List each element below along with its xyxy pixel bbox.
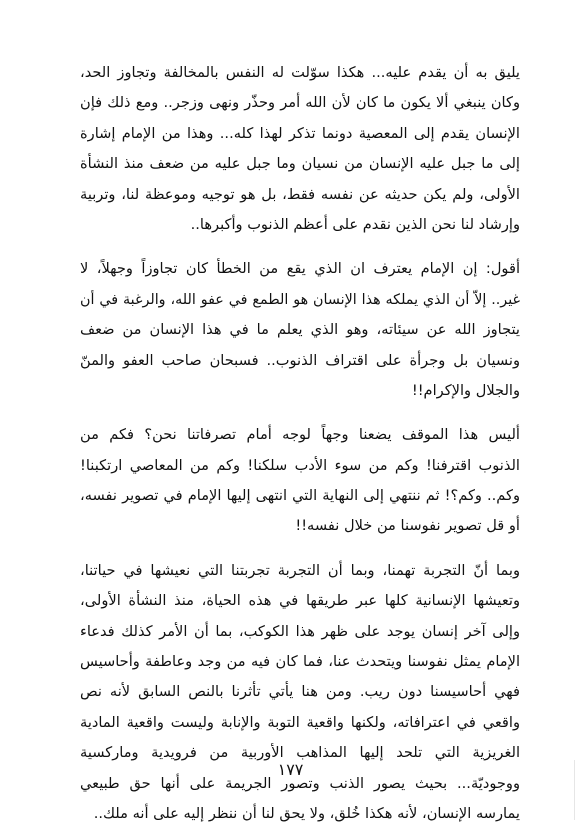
text-line: الإمام يمثل نفوسنا ويتحدث عنا، فما كان فيه من وجد وعاطفة وأحاسيس — [80, 653, 520, 671]
text-line: إلى ما جبل عليه الإنسان من نسيان وما جبل عليه من ضعف منذ النشأة — [80, 155, 520, 173]
text-line: واقعي في اعترافاته، ولكنها واقعية التوبة والإنابة وليست واقعية المادية — [80, 713, 520, 731]
text-line: ووجوديّة... بحيث يصور الذنب وتصور الجريمة على أنها حق طبيعي — [80, 774, 520, 792]
page-number: ١٧٧ — [277, 760, 304, 779]
text-line: وكان ينبغي ألا يكون ما كان لأن الله أمر وحذّر ونهى وزجر.. ومع ذلك فإن — [80, 94, 520, 112]
text-line: غير.. إلاّ أن الذي يملكه هذا الإنسان هو الطمع في عفو الله، والرغبة في أن — [80, 291, 520, 308]
paragraph-gap — [80, 240, 520, 254]
paragraph — [80, 58, 520, 240]
text-line: أليس هذا الموقف يضعنا وجهاً لوجه أمام تصرفاتنا نحن؟ فكم من — [80, 426, 520, 444]
text-line: وإلى آخر إنسان يوجد على ظهر هذا الكوكب، بما أن الأمر كذلك فدعاء — [80, 622, 520, 640]
text-line: فهي أحاسيسنا دون ريب. ومن هنا يأتي تأثرنا بالنص السابق لأنه نص — [80, 683, 520, 701]
text-line: وتعيشها الإنسانية كلها عبر طريقها في هذه الحياة، منذ النشأة الأولى، — [80, 592, 520, 610]
paragraph — [80, 556, 520, 830]
text-line: وبما أنّ التجربة تهمنا، وبما أن التجربة تجربتنا التي نعيشها في حياتنا، — [80, 561, 520, 579]
text-line: الأولى، ولم يكن حديثه عن نفسه فقط، بل هو توجيه وموعظة لنا، وتربية — [80, 185, 520, 203]
text-line: يليق به أن يقدم عليه... هكذا سوّلت له النفس بالمخالفة وتجاوز الحد، — [80, 64, 520, 81]
text-line: ونسيان بل وجرأة على اقتراف الذنوب.. فسبحان صاحب العفو والمنّ — [80, 351, 520, 369]
paragraph-gap — [80, 406, 520, 420]
paragraph — [80, 254, 520, 406]
text-line: الإنسان يقدم إلى المعصية دونما تذكر لهذا كله... وهذا من الإمام إشارة — [80, 124, 520, 142]
page-edge-mark — [574, 760, 575, 820]
text-line: يمارسه الإنسان، لأنه هكذا خُلق، ولا يحق لنا أن ننظر إليه على أنه ملك.. — [93, 804, 520, 822]
text-line: وكم.. وكم؟! ثم ننتهي إلى النهاية التي انتهى إليها الإمام في تصوير نفسه، — [80, 487, 520, 505]
text-line: أقول: إن الإمام يعترف ان الذي يقع من الخطأ كان تجاوزاً وجهلاً، لا — [80, 260, 520, 278]
text-line: الذنوب اقترفنا! وكم من سوء الأدب سلكنا! وكم من المعاصي ارتكبنا! — [80, 456, 520, 474]
paragraph-gap — [80, 542, 520, 556]
body-text — [80, 58, 520, 829]
text-line: والجلال والإكرام!! — [411, 381, 520, 399]
text-line: الغريزية التي تلحد إليها المذاهب الأوربية من فرويدية وماركسية — [80, 744, 520, 762]
text-line: أو قل تصوير نفوسنا من خلال نفسه!! — [295, 517, 520, 535]
paragraph — [80, 420, 520, 542]
text-line: يتجاوز الله عن سيئاته، وهو الذي يعلم ما في هذا الإنسان من ضعف — [80, 321, 520, 339]
text-line: وإرشاد لنا نحن الذين نقدم على أعظم الذنوب وأكبرها.. — [190, 215, 520, 233]
